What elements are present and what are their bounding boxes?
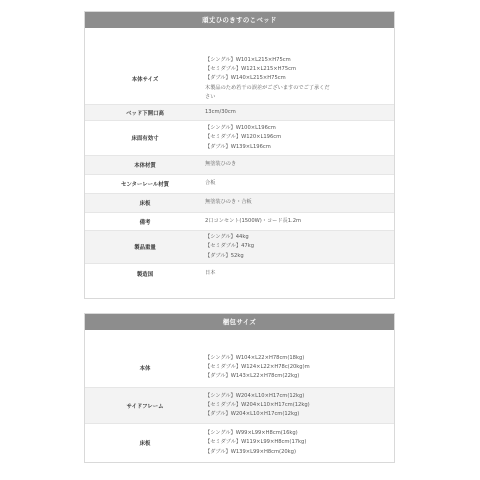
spec-row-value bbox=[205, 213, 394, 230]
spec-row-label: 備考 bbox=[139, 219, 151, 226]
spec-row-value bbox=[205, 156, 394, 174]
pack-row-value bbox=[205, 348, 394, 387]
spec-value-line: 【セミダブル】47kg bbox=[205, 243, 255, 250]
spec-value-line: 【シングル】W101×L215×H75cm bbox=[205, 56, 291, 63]
pack-row bbox=[85, 424, 394, 462]
pack-value-line: 【セミダブル】W119×L99×H8cm(17kg) bbox=[205, 439, 307, 446]
spec-value-line: 13cm/30cm bbox=[205, 108, 236, 115]
spec-row-value bbox=[205, 121, 394, 155]
spec-table-title: 頑丈ひのきすのこベッド bbox=[85, 12, 394, 28]
spec-row bbox=[85, 121, 394, 156]
spec-row-label: 本体材質 bbox=[134, 163, 156, 169]
spec-row bbox=[85, 175, 394, 194]
pack-value-line: 【ダブル】W139×L99×H8cm(20kg) bbox=[205, 448, 296, 455]
spec-row-value bbox=[205, 264, 394, 283]
pack-value-line: 【ダブル】W143×L22×H78cm(22kg) bbox=[205, 373, 300, 380]
package-table-title: 梱包サイズ bbox=[85, 314, 394, 330]
spec-value-line: 2口コンセント(1500W)・コード長1.2m bbox=[205, 217, 302, 224]
spec-value-line: 【シングル】W100×L196cm bbox=[205, 125, 276, 132]
pack-row-label: 本体 bbox=[139, 365, 151, 372]
pack-value-line: 【ダブル】W204×L10×H17cm(12kg) bbox=[205, 411, 300, 418]
spec-row bbox=[85, 156, 394, 175]
spec-row-value bbox=[205, 54, 394, 104]
pack-value-line: 【シングル】W104×L22×H78cm(18kg) bbox=[205, 354, 305, 361]
pack-value-line: 【セミダブル】W204×L10×H17cm(12kg) bbox=[205, 401, 310, 408]
spec-value-line: 【セミダブル】W120×L196cm bbox=[205, 134, 282, 141]
spec-row-label: センターレール材質 bbox=[120, 182, 170, 188]
spec-row bbox=[85, 264, 394, 283]
spec-value-line: 木製品のため若干の誤差がございますのでご了承くだ bbox=[205, 84, 330, 91]
spec-rows bbox=[85, 54, 394, 283]
spec-value-line: さい bbox=[205, 93, 216, 100]
spec-value-line: 日本 bbox=[205, 269, 216, 276]
spec-row-label: 床面有効寸 bbox=[131, 136, 159, 142]
pack-row-label: サイドフレーム bbox=[126, 403, 164, 410]
spec-row bbox=[85, 194, 394, 213]
package-rows bbox=[85, 348, 394, 462]
spec-row-label: 本体サイズ bbox=[131, 77, 159, 83]
spec-row bbox=[85, 231, 394, 264]
package-table bbox=[84, 313, 395, 463]
spec-row-value bbox=[205, 231, 394, 263]
spec-row-label: 床板 bbox=[139, 201, 151, 207]
spec-value-line: 無塗装ひのき bbox=[205, 161, 237, 168]
spec-row bbox=[85, 105, 394, 121]
spec-row-value bbox=[205, 105, 394, 120]
pack-value-line: 【シングル】W99×L99×H8cm(16kg) bbox=[205, 430, 298, 437]
pack-row-value bbox=[205, 388, 394, 423]
pack-row-label: 床板 bbox=[139, 441, 151, 447]
spec-row-label: 製品重量 bbox=[134, 245, 156, 251]
spec-value-line: 【ダブル】W139×L196cm bbox=[205, 143, 271, 150]
spec-row-value bbox=[205, 194, 394, 212]
spec-value-line: 【ダブル】52kg bbox=[205, 252, 244, 259]
pack-row-value bbox=[205, 424, 394, 462]
spec-row-label: 製造国 bbox=[136, 271, 154, 278]
pack-value-line: 【セミダブル】W124×L22×H78c(20kg)m bbox=[205, 363, 310, 370]
spec-table bbox=[84, 11, 395, 299]
pack-row bbox=[85, 348, 394, 388]
spec-value-line: 【シングル】44kg bbox=[205, 234, 249, 241]
spec-value-line: 合板 bbox=[205, 180, 216, 187]
spec-row bbox=[85, 213, 394, 231]
pack-row bbox=[85, 388, 394, 424]
spec-row-label: ベッド下開口高 bbox=[126, 110, 164, 117]
spec-value-line: 無塗装ひのき・合板 bbox=[205, 199, 252, 206]
pack-value-line: 【シングル】W204×L10×H17cm(12kg) bbox=[205, 392, 305, 399]
spec-row bbox=[85, 54, 394, 105]
spec-value-line: 【ダブル】W140×L215×H75cm bbox=[205, 75, 286, 82]
spec-value-line: 【セミダブル】W121×L215×H75cm bbox=[205, 66, 297, 73]
spec-row-value bbox=[205, 175, 394, 193]
